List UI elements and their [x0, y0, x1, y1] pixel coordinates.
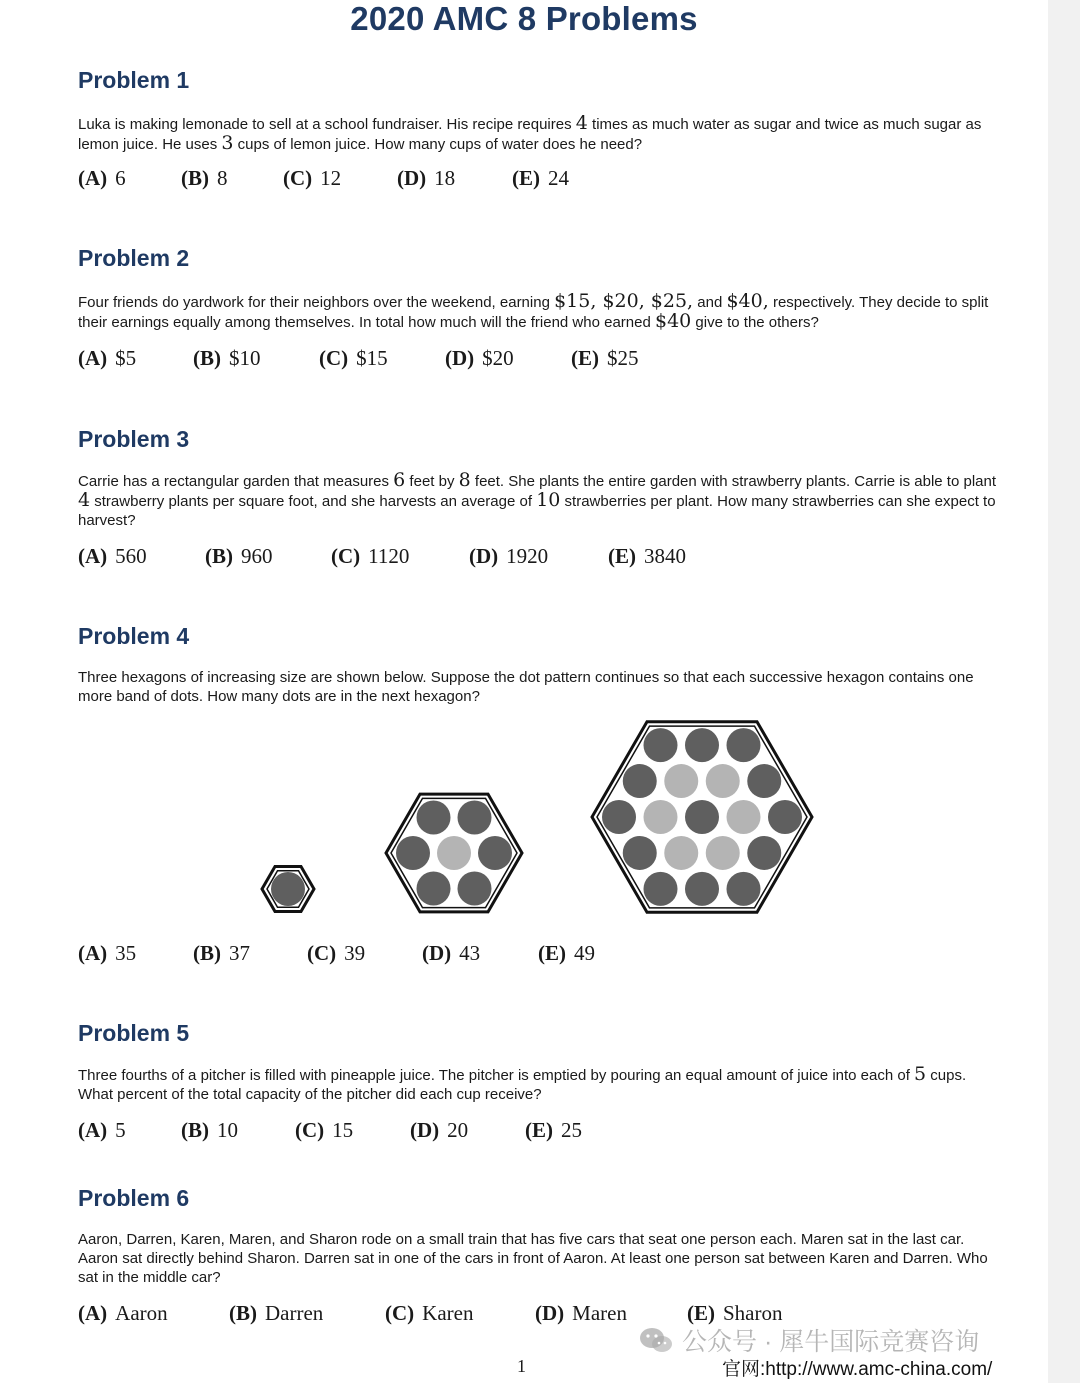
page-number: 1: [517, 1356, 526, 1376]
choice-a[interactable]: (A) Aaron: [78, 1301, 168, 1325]
choice-a[interactable]: (A) 6: [78, 166, 126, 190]
hexagon-dot: [478, 836, 512, 870]
hexagon-dot: [685, 800, 719, 834]
watermark: [638, 1322, 979, 1358]
hexagon-dot: [623, 836, 657, 870]
hexagon-dot: [644, 872, 678, 906]
wechat-icon: [638, 1326, 674, 1354]
problem-heading: Problem 4: [78, 623, 190, 649]
hexagon-dot: [768, 800, 802, 834]
problem-statement: Four friends do yardwork for their neighbors over the weekend, earning $15, $20, $25, and $40, respectively. They decide to split their earnings equally among themselves. In total how much will the friend who earned $40 give to the others?: [78, 290, 989, 332]
problem-4: [78, 622, 998, 706]
hexagon-dot: [706, 764, 740, 798]
hexagon-dot: [664, 836, 698, 870]
choice-c[interactable]: (C) 1120: [331, 544, 410, 568]
problem-3: [78, 425, 998, 569]
answer-choices: [78, 544, 998, 569]
choice-e[interactable]: (E) Sharon: [687, 1301, 783, 1325]
hexagon-dot: [727, 872, 761, 906]
problem-statement: Aaron, Darren, Karen, Maren, and Sharon rode on a small train that has five cars that seat one person each. Maren sat in the last car. Aaron sat directly behind Sharon. Darren sat in one of the cars in front of Aaron. At least one person sat between Karen and Darren. Who sat in the middle car?: [78, 1231, 988, 1286]
choice-c[interactable]: (C) Karen: [385, 1301, 474, 1325]
hexagon-dot: [747, 836, 781, 870]
document-title: 2020 AMC 8 Problems: [350, 0, 698, 37]
choice-c[interactable]: (C) $15: [319, 346, 388, 370]
hexagon-dot: [664, 764, 698, 798]
choice-e[interactable]: (E) 49: [538, 941, 595, 965]
choice-a[interactable]: (A) $5: [78, 346, 137, 370]
choice-e[interactable]: (E) 24: [512, 166, 569, 190]
hexagon-dot: [458, 872, 492, 906]
problem-heading: Problem 1: [78, 67, 190, 93]
hexagon-1: [262, 867, 314, 912]
choice-b[interactable]: (B) $10: [193, 346, 261, 370]
choice-b[interactable]: (B) 8: [181, 166, 228, 190]
hexagon-dot: [437, 836, 471, 870]
choice-d[interactable]: (D) $20: [445, 346, 514, 370]
site-url: 官网:http://www.amc-china.com/: [722, 1359, 993, 1380]
hexagon-dot: [685, 728, 719, 762]
hexagon-3: [592, 722, 812, 913]
problem-statement: Carrie has a rectangular garden that measures 6 feet by 8 feet. She plants the entire garden with strawberry plants. Carrie is able to plant 4 strawberry plants per square foot, and she harvests an average of 10 strawberries per plant. How many strawberries can she expect to harvest?: [78, 469, 997, 529]
answer-choices: [78, 1118, 998, 1143]
hexagon-dot: [417, 800, 451, 834]
hexagon-dot: [602, 800, 636, 834]
hexagon-dot: [747, 764, 781, 798]
watermark-text: 公众号 · 犀牛国际竞赛咨询: [682, 1328, 980, 1356]
hexagon-dot: [644, 800, 678, 834]
hexagon-3-inner: [597, 726, 807, 908]
answer-choices: [78, 166, 998, 191]
choice-b[interactable]: (B) 960: [205, 544, 273, 568]
problem-5: [78, 1019, 998, 1143]
choice-e[interactable]: (E) 3840: [608, 544, 686, 568]
problem-statement: Three fourths of a pitcher is filled with pineapple juice. The pitcher is emptied by pouring an equal amount of juice into each of 5 cups. What percent of the total capacity of the pitcher did each cup receive?: [78, 1063, 967, 1103]
hexagon-dot: [623, 764, 657, 798]
right-gutter: [1048, 0, 1080, 1383]
problem-heading: Problem 6: [78, 1185, 190, 1211]
hexagon-2-inner: [391, 798, 517, 907]
choice-b[interactable]: (B) 37: [193, 941, 250, 965]
hexagon-dot: [396, 836, 430, 870]
choice-c[interactable]: (C) 15: [295, 1118, 354, 1142]
problem-statement: Three hexagons of increasing size are shown below. Suppose the dot pattern continues so that each successive hexagon contains one more band of dots. How many dots are in the next hexagon?: [78, 669, 974, 705]
choice-c[interactable]: (C) 12: [283, 166, 342, 190]
answer-choices: [78, 346, 998, 371]
choice-e[interactable]: (E) 25: [525, 1118, 582, 1142]
problem-statement: Luka is making lemonade to sell at a school fundraiser. His recipe requires 4 times as much water as sugar and twice as much sugar as lemon juice. He uses 3 cups of lemon juice. How many cups of water does he need?: [78, 112, 982, 154]
hexagon-dot: [706, 836, 740, 870]
choice-d[interactable]: (D) 18: [397, 166, 456, 190]
choice-b[interactable]: (B) Darren: [229, 1301, 324, 1325]
choice-c[interactable]: (C) 39: [307, 941, 366, 965]
problem-2: [78, 244, 998, 371]
hexagon-dot: [727, 800, 761, 834]
hexagon-dot: [685, 872, 719, 906]
choice-a[interactable]: (A) 560: [78, 544, 147, 568]
answer-choices: [78, 941, 998, 966]
choice-d[interactable]: (D) Maren: [535, 1301, 627, 1325]
choice-b[interactable]: (B) 10: [181, 1118, 238, 1142]
choice-e[interactable]: (E) $25: [571, 346, 639, 370]
choice-d[interactable]: (D) 43: [422, 941, 481, 965]
hexagon-2: [386, 794, 522, 912]
choice-a[interactable]: (A) 35: [78, 941, 137, 965]
hexagon-1-inner: [267, 871, 309, 907]
hexagon-dot: [727, 728, 761, 762]
choice-a[interactable]: (A) 5: [78, 1118, 126, 1142]
hexagon-dot: [458, 800, 492, 834]
problem-heading: Problem 5: [78, 1020, 190, 1046]
choice-d[interactable]: (D) 1920: [469, 544, 549, 568]
problem-4-choices-block: [78, 941, 998, 966]
hexagon-dot: [644, 728, 678, 762]
problem-heading: Problem 3: [78, 426, 190, 452]
hexagon-dot: [271, 872, 305, 906]
problem-6: [78, 1184, 998, 1326]
hexagon-dot: [417, 872, 451, 906]
problem-heading: Problem 2: [78, 245, 190, 271]
choice-d[interactable]: (D) 20: [410, 1118, 469, 1142]
problem-1: [78, 66, 998, 191]
